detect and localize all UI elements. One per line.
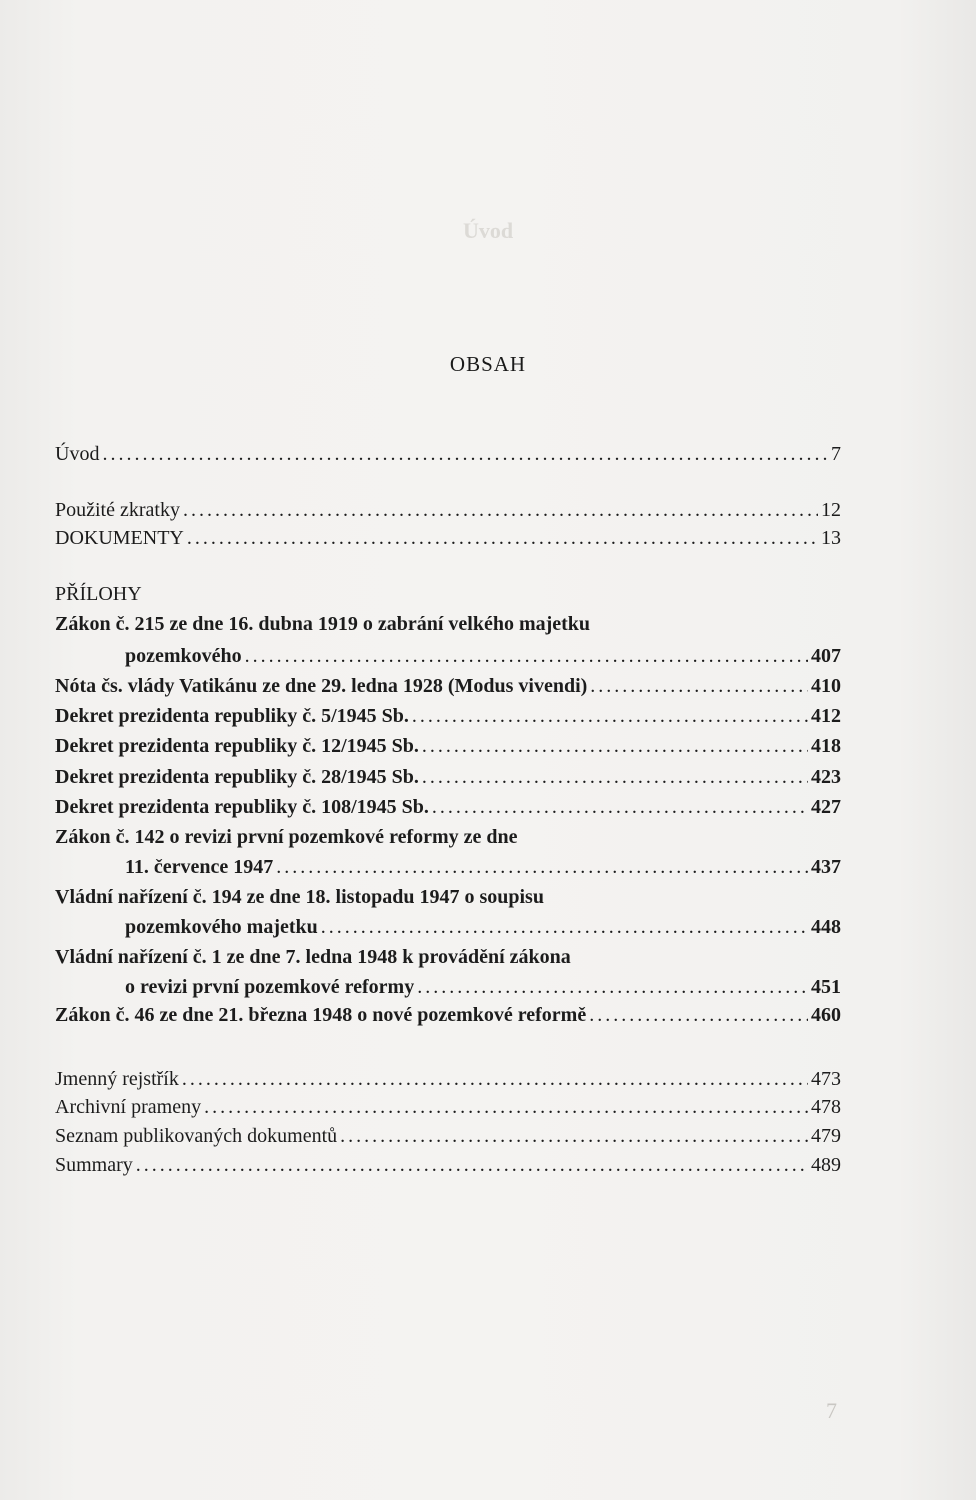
- toc-entry-page: 451: [811, 976, 841, 998]
- toc-entry-zakon-142: [55, 853, 841, 881]
- toc-entry-title: Dekret prezidenta republiky č. 108/1945 Sb.: [55, 796, 429, 818]
- dot-leader: [183, 496, 818, 524]
- toc-entry-nota: [55, 672, 841, 700]
- toc-entry-page: 412: [811, 705, 841, 727]
- toc-entry-page: 479: [811, 1125, 841, 1147]
- toc-entry-title: Jmenný rejstřík: [55, 1068, 179, 1090]
- toc-entry-narizeni-194-line1: Vládní nařízení č. 194 ze dne 18. listopadu 1947 o soupisu: [55, 886, 544, 908]
- dot-leader: [412, 702, 808, 730]
- toc-entry-title: Nóta čs. vlády Vatikánu ze dne 29. ledna 1928 (Modus vivendi): [55, 675, 588, 697]
- toc-entry-narizeni-1: [55, 973, 841, 1001]
- toc-entry-narizeni-1-line1: Vládní nařízení č. 1 ze dne 7. ledna 1948 k provádění zákona: [55, 946, 571, 968]
- toc-entry-page: 7: [831, 443, 841, 465]
- toc-entry-title: Úvod: [55, 443, 100, 465]
- toc-entry-page: 410: [811, 675, 841, 697]
- toc-entry-title: Použité zkratky: [55, 499, 180, 521]
- toc-entry-dekret-108: [55, 793, 841, 821]
- toc-entry-page: 423: [811, 766, 841, 788]
- toc-entry-page: 448: [811, 916, 841, 938]
- dot-leader: [204, 1093, 808, 1121]
- dot-leader: [340, 1122, 808, 1150]
- toc-entry-continuation: o revizi první pozemkové reformy: [125, 976, 415, 998]
- toc-entry-prameny: [55, 1093, 841, 1121]
- toc-entry-zakon-142-line1: Zákon č. 142 o revizi první pozemkové reformy ze dne: [55, 826, 518, 848]
- toc-entry-title: Summary: [55, 1154, 133, 1176]
- toc-entry-title: Dekret prezidenta republiky č. 12/1945 Sb.: [55, 735, 419, 757]
- toc-entry-title: Zákon č. 46 ze dne 21. března 1948 o nové pozemkové reformě: [55, 1004, 587, 1026]
- toc-entry-continuation: pozemkového: [125, 645, 242, 667]
- toc-entry-page: 473: [811, 1068, 841, 1090]
- toc-entry-zkratky: [55, 496, 841, 524]
- toc-entry-dokumenty: [55, 524, 841, 552]
- toc-entry-page: 437: [811, 856, 841, 878]
- dot-leader: [187, 524, 818, 552]
- toc-entry-uvod: [55, 440, 841, 468]
- toc-entry-dekret-28: [55, 763, 841, 791]
- dot-leader: [422, 732, 808, 760]
- toc-entry-page: 407: [811, 645, 841, 667]
- toc-entry-narizeni-194: [55, 913, 841, 941]
- toc-entry-zakon-215-line1: Zákon č. 215 ze dne 16. dubna 1919 o zabrání velkého majetku: [55, 613, 591, 635]
- toc-entry-page: 427: [811, 796, 841, 818]
- toc-entry-page: 13: [821, 527, 841, 549]
- toc-entry-dekret-12: [55, 732, 841, 760]
- toc-entry-rejstrik: [55, 1065, 841, 1093]
- dot-leader: [422, 763, 808, 791]
- dot-leader: [432, 793, 808, 821]
- toc-entry-page: 418: [811, 735, 841, 757]
- toc-entry-page: 489: [811, 1154, 841, 1176]
- toc-entry-seznam: [55, 1122, 841, 1150]
- toc-entry-page: 460: [811, 1004, 841, 1026]
- bleed-through-folio: 7: [826, 1398, 837, 1423]
- toc-entry-title: Archivní prameny: [55, 1096, 202, 1118]
- toc-entry-zakon-46: [55, 1001, 841, 1029]
- dot-leader: [590, 672, 808, 700]
- toc-entry-title: Dekret prezidenta republiky č. 28/1945 Sb.: [55, 766, 419, 788]
- toc-entry-page: 12: [821, 499, 841, 521]
- toc-entry-title: DOKUMENTY: [55, 527, 184, 549]
- toc-entry-continuation: pozemkového majetku: [125, 916, 318, 938]
- dot-leader: [276, 853, 808, 881]
- toc-entry-continuation: 11. července 1947: [125, 856, 274, 878]
- dot-leader: [102, 440, 828, 468]
- toc-entry-page: 478: [811, 1096, 841, 1118]
- toc-entry-summary: [55, 1151, 841, 1179]
- dot-leader: [321, 913, 808, 941]
- dot-leader: [245, 642, 808, 670]
- dot-leader: [182, 1065, 808, 1093]
- dot-leader: [417, 973, 808, 1001]
- bleed-through-title: Úvod: [462, 218, 514, 243]
- dot-leader: [136, 1151, 808, 1179]
- page-title: OBSAH: [449, 352, 527, 376]
- dot-leader: [589, 1001, 808, 1029]
- toc-entry-title: Seznam publikovaných dokumentů: [55, 1125, 338, 1147]
- toc-section-prilohy: PŘÍLOHY: [55, 583, 142, 605]
- toc-entry-dekret-5: [55, 702, 841, 730]
- toc-entry-title: Dekret prezidenta republiky č. 5/1945 Sb.: [55, 705, 409, 727]
- toc-entry-zakon-215: [55, 642, 841, 670]
